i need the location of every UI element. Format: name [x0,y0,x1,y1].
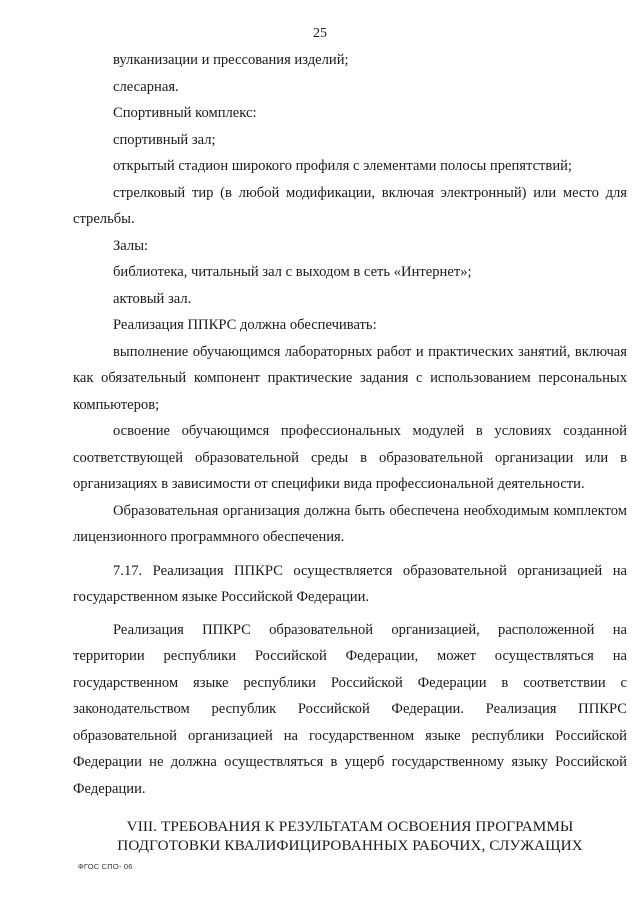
document-body [73,47,627,802]
paragraph-vulcanization: вулканизации и прессования изделий; [113,52,349,68]
section-heading-line-1: VIII. ТРЕБОВАНИЯ К РЕЗУЛЬТАТАМ ОСВОЕНИЯ ПРОГРАММЫ [126,818,574,835]
section-heading-line-2: ПОДГОТОВКИ КВАЛИФИЦИРОВАННЫХ РАБОЧИХ, СЛУЖАЩИХ [117,837,583,854]
paragraph-implementation-must: Реализация ППКРС должна обеспечивать: [113,317,377,333]
footer-code: ФГОС СПО- 06 [78,862,133,871]
paragraph-sports-complex: Спортивный комплекс: [113,105,257,121]
section-heading [73,817,627,855]
paragraph-7-17: 7.17. Реализация ППКРС осуществляется образовательной организацией на государственном языке Российской Федерации. [73,562,627,605]
paragraph-halls: Залы: [113,237,149,254]
paragraph-professional-modules: освоение обучающимся профессиональных модулей в условиях созданной соответствующей образовательной среды в образовательной организации или в организациях в зависимости от специфики вида профессиональной деятельности. [73,423,627,492]
paragraph-software-license: Образовательная организация должна быть обеспечена необходимым комплектом лицензионного программного обеспечения. [73,502,627,545]
paragraph-sports-hall: спортивный зал; [113,131,216,148]
page-number: 25 [313,26,327,41]
paragraph-assembly-hall: актовый зал. [113,290,192,307]
paragraph-shooting-range: стрелковый тир (в любой модификации, включая электронный) или место для стрельбы. [73,184,627,227]
paragraph-locksmith: слесарная. [113,78,179,95]
paragraph-republic-language: Реализация ППКРС образовательной организацией, расположенной на территории республики Российской Федерации, может осуществляться на государственном языке республики Российской Федерации в соответствии с законодательством республик Российской Федерации. Реализация ППКРС образовательной организацией на государственном языке республики Российской Федерации не должна осуществляться в ущерб государственному языку Российской Федерации. [73,621,627,797]
paragraph-library: библиотека, читальный зал с выходом в сеть «Интернет»; [113,264,472,280]
paragraph-lab-work: выполнение обучающимся лабораторных работ и практических занятий, включая как обязательный компонент практические задания с использованием персональных компьютеров; [73,343,627,413]
paragraph-stadium: открытый стадион широкого профиля с элементами полосы препятствий; [113,158,572,174]
